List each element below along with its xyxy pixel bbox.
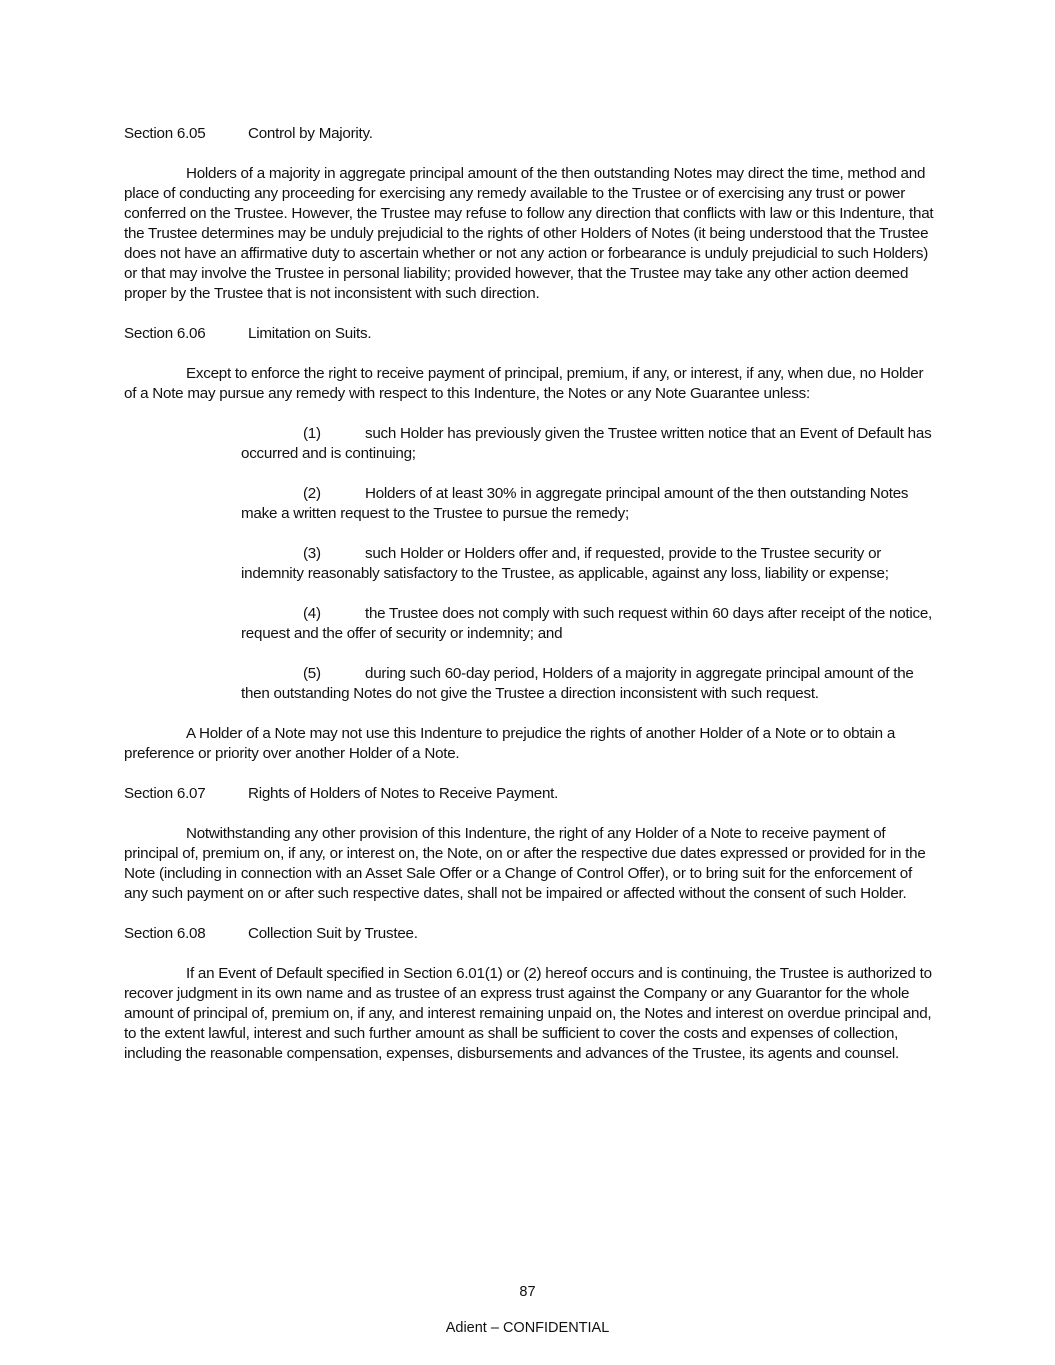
section-number: Section 6.06: [124, 325, 206, 342]
section-number: Section 6.05: [124, 125, 206, 142]
list-item-text: such Holder or Holders offer and, if requested, provide to the Trustee security or indemnity reasonably satisfactory to the Trustee, as applicable, against any loss, liability or expense;: [241, 545, 889, 582]
section-title: Limitation on Suits.: [248, 325, 372, 342]
list-item-text: during such 60-day period, Holders of a majority in aggregate principal amount of the then outstanding Notes do not give the Trustee a direction inconsistent with such request.: [241, 665, 914, 702]
section-6-07-paragraph: Notwithstanding any other provision of this Indenture, the right of any Holder of a Note to receive payment of principal of, premium on, if any, or interest on, the Note, on or after the respective due dates expressed or provided for in the Note (including in connection with an Asset Sale Offer or a Change of Control Offer), or to bring suit for the enforcement of any such payment on or after such respective dates, shall not be impaired or affected without the consent of such Holder.: [124, 825, 926, 902]
list-item-text: such Holder has previously given the Trustee written notice that an Event of Default has occurred and is continuing;: [241, 425, 932, 462]
section-6-05-paragraph: Holders of a majority in aggregate principal amount of the then outstanding Notes may direct the time, method and place of conducting any proceeding for exercising any remedy available to the Trustee or of exercising any trust or power conferred on the Trustee. However, the Trustee may refuse to follow any direction that conflicts with law or this Indenture, that the Trustee determines may be unduly prejudicial to the rights of other Holders of Notes (it being understood that the Trustee does not have an affirmative duty to ascertain whether or not any action or forbearance is unduly prejudicial to such Holders) or that may involve the Trustee in personal liability; provided however, that the Trustee may take any other action deemed proper by the Trustee that is not inconsistent with such direction.: [124, 165, 934, 302]
section-number: Section 6.07: [124, 785, 206, 802]
confidential-footer: Adient – CONFIDENTIAL: [445, 1320, 610, 1336]
list-item-number: (1): [303, 425, 321, 442]
page-number: 87: [519, 1284, 536, 1300]
list-item-text: the Trustee does not comply with such request within 60 days after receipt of the notice, request and the offer of security or indemnity; and: [241, 605, 933, 642]
section-6-08-heading: [124, 924, 934, 944]
document-page: [124, 124, 934, 1084]
list-item: [241, 484, 934, 524]
section-6-06-intro: Except to enforce the right to receive payment of principal, premium, if any, or interest, if any, when due, no Holder of a Note may pursue any remedy with respect to this Indenture, the Notes or any Note Guarantee unless:: [124, 365, 924, 402]
section-title: Control by Majority.: [248, 125, 373, 142]
section-number: Section 6.08: [124, 925, 206, 942]
section-6-06-heading: [124, 324, 934, 344]
section-6-07-heading: [124, 784, 934, 804]
list-item: [241, 604, 934, 644]
list-item-number: (4): [303, 605, 321, 622]
list-item-number: (3): [303, 545, 321, 562]
section-6-08-paragraph: If an Event of Default specified in Section 6.01(1) or (2) hereof occurs and is continuing, the Trustee is authorized to recover judgment in its own name and as trustee of an express trust against the Company or any Guarantor for the whole amount of principal of, premium on, if any, and interest remaining unpaid on, the Notes and interest on overdue principal and, to the extent lawful, interest and such further amount as shall be sufficient to cover the costs and expenses of collection, including the reasonable compensation, expenses, disbursements and advances of the Trustee, its agents and counsel.: [124, 965, 932, 1062]
list-item-number: (5): [303, 665, 321, 682]
section-6-06-closing: A Holder of a Note may not use this Indenture to prejudice the rights of another Holder of a Note or to obtain a preference or priority over another Holder of a Note.: [124, 725, 896, 762]
list-item: [241, 664, 934, 704]
section-title: Rights of Holders of Notes to Receive Payment.: [248, 785, 559, 802]
section-6-05-heading: [124, 124, 934, 144]
section-title: Collection Suit by Trustee.: [248, 925, 418, 942]
list-item-text: Holders of at least 30% in aggregate principal amount of the then outstanding Notes make a written request to the Trustee to pursue the remedy;: [241, 485, 909, 522]
list-item-number: (2): [303, 485, 321, 502]
list-item: [241, 424, 934, 464]
list-item: [241, 544, 934, 584]
